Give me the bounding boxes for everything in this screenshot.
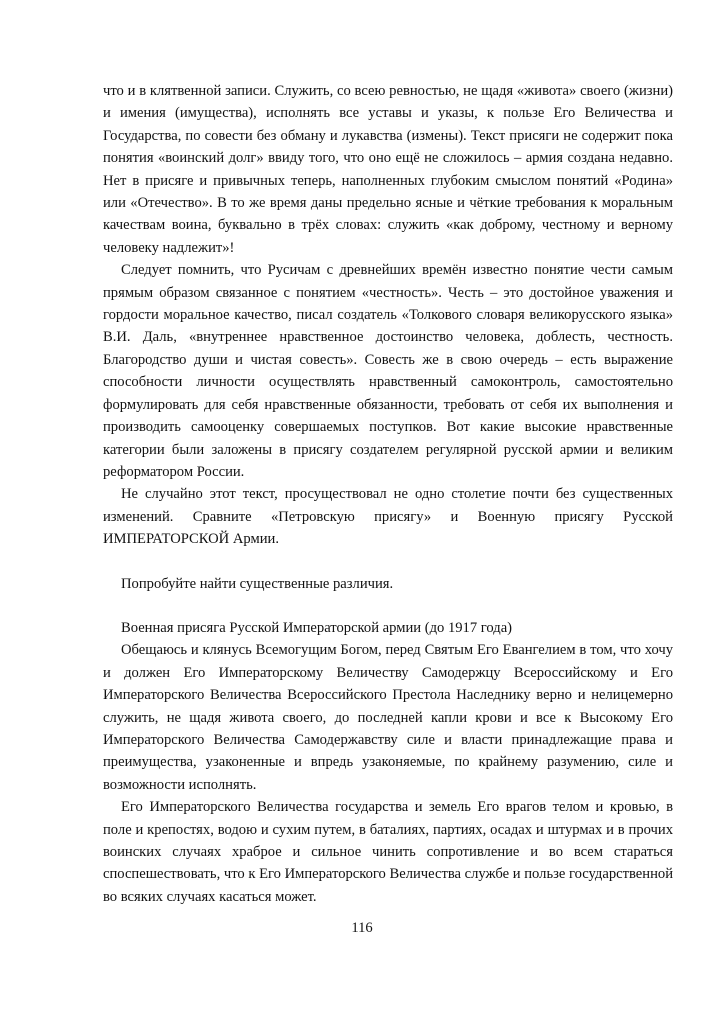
document-page: [103, 80, 673, 908]
page-number: 116: [351, 920, 373, 936]
spacer: [103, 595, 673, 617]
oath-paragraph-2: Его Императорского Величества государства и земель Его врагов телом и кровью, в поле и крепостях, водою и сухим путем, в баталиях, партиях, осадах и штурмах и в прочих воинских случаях храброе и сильное чинить сопротивление и во всем стараться споспешествовать, что к Его Императорского Величества службе и пользе государственной во всяких случаях касаться может.: [103, 799, 673, 905]
spacer: [103, 551, 673, 573]
oath-paragraph-1: Обещаюсь и клянусь Всемогущим Богом, перед Святым Его Евангелием в том, что хочу и должен Его Императорскому Величеству Самодержцу Всероссийскому и Его Императорского Величества Всероссийского Престола Наследнику верно и нелицемерно служить, не щадя живота своего, до последней капли крови и все к Высокому Его Императорского Величества Самодержавству силе и власти принадлежащие права и преимущества, узаконенные и впредь узаконяемые, по крайнему разумению, силе и возможности исполнять.: [103, 642, 673, 793]
paragraph-honor: Следует помнить, что Русичам с древнейших времён известно понятие чести самым прямым образом связанное с понятием «честность». Честь – это достойное уважения и гордости моральное качество, писал создатель «Толкового словаря великорусского языка» В.И. Даль, «внутреннее нравственное достоинство человека, доблесть, честность. Благородство души и чистая совесть». Совесть же в свою очередь – есть выражение способности личности осуществлять нравственный самоконтроль, самостоятельно формулировать для себя нравственные обязанности, требовать от себя их выполнения и производить самооценку совершаемых поступков. Вот какие высокие нравственные категории были заложены в присягу создателем регулярной русской армии и великим реформатором России.: [103, 262, 673, 480]
paragraph-task: Попробуйте найти существенные различия.: [121, 575, 394, 592]
oath-heading: Военная присяга Русской Императорской армии (до 1917 года): [121, 619, 513, 636]
paragraph-comparison: Не случайно этот текст, просуществовал не одно столетие почти без существенных изменений. Сравните «Петровскую присягу» и Военную присягу Русской ИМПЕРАТОРСКОЙ Армии.: [103, 486, 673, 548]
paragraph-continuation: что и в клятвенной записи. Служить, со всею ревностью, не щадя «живота» своего (жизни) и имения (имущества), исполнять все уставы и указы, к пользе Его Величества и Государства, по совести без обману и лукавства (измены). Текст присяги не содержит пока понятия «воинский долг» ввиду того, что оно ещё не сложилось – армия создана недавно. Нет в присяге и привычных теперь, наполненных глубоким смыслом понятий «Родина» или «Отечество». В то же время даны предельно ясные и чёткие требования к моральным качествам воина, буквально в трёх словах: служить «как доброму, честному и верному человеку надлежит»!: [103, 83, 673, 256]
